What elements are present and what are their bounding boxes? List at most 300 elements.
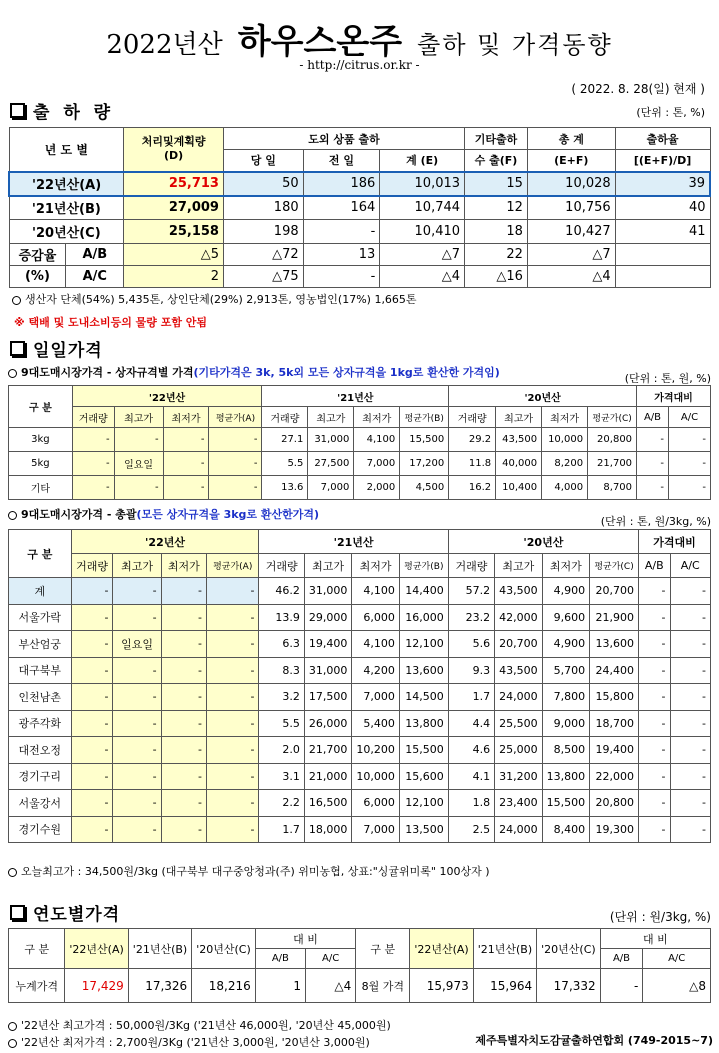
cell-ac: - [668,452,710,476]
cell-a: - [113,737,161,764]
cell-ab: - [639,604,671,631]
cell-a: - [161,816,206,843]
cell-sum: △7 [380,244,465,266]
shipping-table [8,127,711,288]
cell-ac: - [670,684,710,711]
row-label: 5kg [9,452,73,476]
cell-ab: - [637,428,669,452]
cell-a: - [206,604,258,631]
price-row [9,578,711,605]
left-ab: 1 [255,969,305,1003]
col-compare-left: 대 비 [255,929,355,949]
cell-c: 13,600 [590,631,639,658]
col-prev: 전 일 [303,150,380,172]
cell-a: - [161,578,206,605]
row-label: 대구북부 [9,657,72,684]
cell-a: - [71,763,113,790]
cell-ac: - [670,763,710,790]
box-price-subtitle: 9대도매시장가격 - 상자규격별 가격(기타가격은 3k, 5k외 모든 상자규격을 1kg로 환산한 가격임) [8,364,500,380]
col-c_max: 최고가 [113,554,161,578]
cell-c: 10,000 [542,428,588,452]
cell-c: 18,700 [590,710,639,737]
col-compare: 가격대비 [639,530,711,554]
delta-row [9,266,710,288]
cell-c: 19,400 [590,737,639,764]
col-ab-right: A/B [600,949,643,969]
right-label: 8월 가격 [356,969,410,1003]
col-ab-left: A/B [255,949,305,969]
left-ac: △4 [305,969,355,1003]
cell-other: 15 [465,172,528,196]
cell-b: 6.3 [259,631,304,658]
cell-b: 4,100 [354,428,400,452]
col-c_vol: 거래량 [449,407,496,428]
cell-other: △16 [465,266,528,288]
cell-b: 21,000 [304,763,352,790]
col-c_avg_c: 평균가(C) [588,407,637,428]
price-row [9,763,711,790]
col-ab: A/B [639,554,671,578]
circle-bullet-icon [8,868,17,877]
cell-b: 8.3 [259,657,304,684]
cell-c: 21,700 [588,452,637,476]
cell-b: 2.2 [259,790,304,817]
col-y21: '21년산 [262,386,449,407]
cell-rate: 40 [615,196,710,220]
col-c_min: 최저가 [354,407,400,428]
row-label: 계 [9,578,72,605]
title-year: 2022년산 [106,30,223,60]
cell-c: 8,700 [588,476,637,500]
cell-plan: △5 [124,244,224,266]
col-b-left: '21년산(B) [128,929,191,969]
cell-a: - [209,428,262,452]
cell-b: 3.1 [259,763,304,790]
col-domestic: 도외 상품 출하 [223,128,464,150]
cell-b: 27,500 [308,452,354,476]
cell-sum: 10,013 [380,172,465,196]
cell-b: 6,000 [352,790,400,817]
right-ab: - [600,969,643,1003]
price-row [9,684,711,711]
checkbox-icon [10,103,25,118]
cell-c: 7,800 [542,684,590,711]
cell-rate [615,244,710,266]
col-c_min: 최저가 [542,554,590,578]
cell-a: - [206,684,258,711]
col-y22: '22년산 [71,530,259,554]
cell-b: 3.2 [259,684,304,711]
cell-a: - [209,452,262,476]
box-price-unit: (단위 : 톤, 원, %) [624,372,711,385]
cell-a: - [114,428,163,452]
right-b: 15,964 [473,969,536,1003]
yearly-section-title: 연도별가격 [10,900,120,925]
max-price-note: '22년산 최고가격 : 50,000원/3Kg ('21년산 46,000원, '20년산 45,000원) [8,1017,391,1033]
cell-rate: 41 [615,220,710,244]
cell-b: 15,500 [399,737,448,764]
col-a-left: '22년산(A) [65,929,128,969]
col-sum: 계 (E) [380,150,465,172]
yearly-price-table [8,928,711,1003]
cell-sum: 10,744 [380,196,465,220]
price-row [9,476,711,500]
col-c_max: 최고가 [495,554,543,578]
cell-c: 1.8 [448,790,494,817]
left-a: 17,429 [65,969,128,1003]
cell-rate: 39 [615,172,710,196]
circle-bullet-icon [8,1022,17,1031]
market-price-table [8,529,711,843]
cell-c: 10,400 [496,476,542,500]
cell-a: - [161,631,206,658]
cell-ac: - [670,710,710,737]
cell-a: - [209,476,262,500]
cell-c: 24,000 [495,816,543,843]
row-label: 경기수원 [9,816,72,843]
cell-c: 57.2 [448,578,494,605]
cell-ab: - [639,737,671,764]
yearly-unit: (단위 : 원/3kg, %) [609,910,711,924]
cell-today: 50 [223,172,303,196]
cell-ab: - [639,790,671,817]
cell-b: 5,400 [352,710,400,737]
col-gubun-left: 구 분 [9,929,65,969]
cell-c: 29.2 [449,428,496,452]
cell-prev: - [303,220,380,244]
right-a: 15,973 [410,969,473,1003]
col-c_max: 최고가 [496,407,542,428]
shipping-section-title: 출 하 량 [10,98,114,123]
market-price-unit: (단위 : 톤, 원/3kg, %) [600,515,711,528]
cell-b: 10,200 [352,737,400,764]
cell-a: - [206,657,258,684]
col-y22: '22년산 [72,386,262,407]
box-price-table [8,385,711,500]
col-c_max: 최고가 [308,407,354,428]
cell-a: - [113,816,161,843]
cell-a: - [72,476,114,500]
row-label: 3kg [9,428,73,452]
checkbox-icon [10,905,25,920]
producer-note: 생산자 단체(54%) 5,435톤, 상인단체(29%) 2,913톤, 영농법인(17%) 1,665톤 [12,291,417,307]
cell-b: 16,000 [399,604,448,631]
cell-a: - [113,684,161,711]
cell-c: 24,400 [590,657,639,684]
cell-c: 15,800 [590,684,639,711]
cell-a: - [206,790,258,817]
cell-a: - [113,710,161,737]
cell-c: 1.7 [448,684,494,711]
col-ac-left: A/C [305,949,355,969]
col-y20: '20년산 [448,530,638,554]
cell-b: 2.0 [259,737,304,764]
cell-ac: - [670,737,710,764]
cell-ac: - [668,428,710,452]
col-gubun: 구 분 [9,386,73,428]
right-c: 17,332 [537,969,601,1003]
cell-b: 13.9 [259,604,304,631]
col-other: 기타출하 [465,128,528,150]
left-c: 18,216 [192,969,256,1003]
cell-ab: - [639,657,671,684]
cell-c: 16.2 [449,476,496,500]
cell-ab: - [639,710,671,737]
cell-b: 12,100 [399,790,448,817]
cell-total: 10,028 [527,172,615,196]
cell-b: 10,000 [352,763,400,790]
col-c_min: 최저가 [161,554,206,578]
col-c_vol: 거래량 [262,407,308,428]
row-label: 부산엄궁 [9,631,72,658]
cell-c: 2.5 [448,816,494,843]
cell-total: 10,427 [527,220,615,244]
row-label: '22년산(A) [9,172,124,196]
cell-ac: - [670,816,710,843]
organization-name: 제주특별자치도감귤출하연합회 (749-2015~7) [475,1034,713,1047]
cell-b: 13.6 [262,476,308,500]
cell-today: △75 [223,266,303,288]
cell-total: 10,756 [527,196,615,220]
cell-b: 5.5 [259,710,304,737]
cell-a: - [161,604,206,631]
cell-c: 20,800 [590,790,639,817]
cell-other: 22 [465,244,528,266]
cell-c: 25,000 [495,737,543,764]
cell-a: 일요일 [114,452,163,476]
col-a-right: '22년산(A) [410,929,473,969]
cell-c: 4.6 [448,737,494,764]
col-compare-right: 대 비 [600,929,710,949]
cell-a: - [72,428,114,452]
cell-a: - [161,684,206,711]
cell-c: 4,900 [542,631,590,658]
cell-c: 9.3 [448,657,494,684]
price-row [9,452,711,476]
cell-c: 8,500 [542,737,590,764]
shipping-row [9,220,710,244]
col-today: 당 일 [223,150,303,172]
cell-b: 31,000 [304,578,352,605]
cell-a: - [72,452,114,476]
cell-sum: △4 [380,266,465,288]
col-total: 총 계 [527,128,615,150]
col-c_vol: 거래량 [71,554,113,578]
cell-ac: - [670,790,710,817]
cell-plan: 2 [124,266,224,288]
report-date: ( 2022. 8. 28(일) 현재 ) [571,82,705,96]
cell-a: - [163,452,209,476]
cell-b: 7,000 [308,476,354,500]
cell-a: - [113,578,161,605]
cell-prev: 13 [303,244,380,266]
cell-a: - [71,657,113,684]
cell-b: 14,500 [399,684,448,711]
cell-ac: - [668,476,710,500]
cell-b: 18,000 [304,816,352,843]
cell-a: - [161,710,206,737]
cell-a: - [206,710,258,737]
cell-a: - [71,631,113,658]
cell-b: 5.5 [262,452,308,476]
col-year: 년 도 별 [9,128,124,172]
cell-c: 4.1 [448,763,494,790]
cell-ab: - [639,816,671,843]
cell-c: 9,600 [542,604,590,631]
delta-ratio: A/B [66,244,124,266]
cell-a: - [113,657,161,684]
col-c_min: 최저가 [163,407,209,428]
cell-c: 23.2 [448,604,494,631]
site-url[interactable]: - http://citrus.or.kr - [299,58,420,72]
delta-label: 증감율 [9,244,66,266]
row-label: 서울가락 [9,604,72,631]
cell-c: 4.4 [448,710,494,737]
cell-c: 40,000 [496,452,542,476]
col-plan: 처리및계획량 (D) [124,128,224,172]
cell-a: - [161,763,206,790]
cell-plan: 25,158 [124,220,224,244]
cell-ab: - [637,476,669,500]
col-y21: '21년산 [259,530,448,554]
price-row [9,816,711,843]
cell-b: 15,500 [400,428,449,452]
cell-a: - [163,428,209,452]
today-high-note: 오늘최고가 : 34,500원/3kg (대구북부 대구중앙청과(주) 위미농협, 상표:"싱귤위미록" 100상자 ) [8,863,490,879]
cell-a: - [163,476,209,500]
cell-a: - [114,476,163,500]
cell-b: 17,500 [304,684,352,711]
cell-a: - [71,816,113,843]
cell-c: 15,500 [542,790,590,817]
cell-b: 17,200 [400,452,449,476]
cell-ac: - [670,657,710,684]
cell-today: 198 [223,220,303,244]
report-title [0,14,719,63]
cell-a: - [206,578,258,605]
cell-a: - [206,737,258,764]
circle-bullet-icon [12,296,21,305]
col-other-sub: 수 출(F) [465,150,528,172]
cell-c: 42,000 [495,604,543,631]
cell-ab: - [639,578,671,605]
cell-c: 24,000 [495,684,543,711]
cell-b: 12,100 [399,631,448,658]
cell-a: - [71,737,113,764]
cell-c: 43,500 [495,578,543,605]
title-subtitle: 출하 및 가격동향 [417,31,613,59]
col-ac: A/C [670,554,710,578]
cell-a: - [113,763,161,790]
cell-b: 46.2 [259,578,304,605]
cell-c: 20,700 [590,578,639,605]
col-c_avg_b: 평균가(B) [400,407,449,428]
col-rate-sub: [(E+F)/D] [615,150,710,172]
cell-ab: - [639,763,671,790]
cell-b: 27.1 [262,428,308,452]
cell-b: 31,000 [308,428,354,452]
cell-a: - [206,631,258,658]
cell-c: 43,500 [495,657,543,684]
cell-b: 13,800 [399,710,448,737]
cell-a: - [161,737,206,764]
cell-c: 22,000 [590,763,639,790]
cell-b: 1.7 [259,816,304,843]
cell-b: 4,100 [352,631,400,658]
col-c_vol: 거래량 [72,407,114,428]
col-c_max: 최고가 [114,407,163,428]
price-row [9,657,711,684]
col-c_min: 최저가 [352,554,400,578]
left-label: 누계가격 [9,969,65,1003]
col-compare: 가격대비 [637,386,711,407]
cell-ab: - [639,684,671,711]
col-b-right: '21년산(B) [473,929,536,969]
cell-c: 11.8 [449,452,496,476]
col-c_avg_b: 평균가(B) [399,554,448,578]
circle-bullet-icon [8,369,17,378]
col-ab: A/B [637,407,669,428]
min-price-note: '22년산 최저가격 : 2,700원/3Kg ('21년산 3,000원, '20년산 3,000원) [8,1034,370,1050]
cell-c: 8,400 [542,816,590,843]
cell-a: - [206,763,258,790]
row-label: 경기구리 [9,763,72,790]
cell-today: 180 [223,196,303,220]
cell-b: 16,500 [304,790,352,817]
delta-ratio: A/C [66,266,124,288]
cell-c: 25,500 [495,710,543,737]
cell-b: 31,000 [304,657,352,684]
cell-b: 7,000 [354,452,400,476]
cell-a: - [71,684,113,711]
circle-bullet-icon [8,1039,17,1048]
cell-c: 9,000 [542,710,590,737]
row-label: '20년산(C) [9,220,124,244]
cell-today: △72 [223,244,303,266]
cell-c: 21,900 [590,604,639,631]
cell-c: 4,000 [542,476,588,500]
row-label: '21년산(B) [9,196,124,220]
price-row [9,631,711,658]
price-row [9,710,711,737]
cell-b: 2,000 [354,476,400,500]
col-rate: 출하율 [615,128,710,150]
cell-total: △4 [527,266,615,288]
cell-b: 19,400 [304,631,352,658]
cell-b: 7,000 [352,684,400,711]
col-c_vol: 거래량 [448,554,494,578]
cell-c: 20,700 [495,631,543,658]
shipping-row [9,196,710,220]
title-brand: 하우스온주 [237,22,403,62]
price-row [9,604,711,631]
row-label: 인천남촌 [9,684,72,711]
shipping-unit: (단위 : 톤, %) [636,106,705,119]
cell-a: - [71,790,113,817]
cell-b: 15,600 [399,763,448,790]
cell-ac: - [670,631,710,658]
cell-a: - [161,657,206,684]
cell-ab: - [639,631,671,658]
checkbox-icon [10,341,25,356]
right-ac: △8 [643,969,711,1003]
delta-row [9,244,710,266]
cell-c: 23,400 [495,790,543,817]
cell-b: 26,000 [304,710,352,737]
left-b: 17,326 [128,969,191,1003]
cell-b: 6,000 [352,604,400,631]
daily-section-title: 일일가격 [10,336,103,361]
